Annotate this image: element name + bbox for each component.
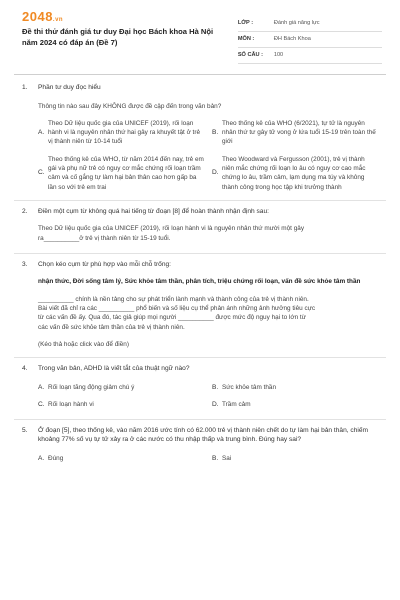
option-text: Sai	[222, 455, 232, 462]
drag-hint: (Kéo thả hoặc click vào để điền)	[38, 340, 129, 348]
option-letter: C.	[38, 401, 45, 409]
option-b[interactable]	[212, 119, 378, 147]
question-prompt: Trong văn bản, ADHD là viết tắt của thuật ngữ nào?	[38, 365, 190, 373]
logo-tld: .vn	[52, 17, 64, 23]
meta-label: LỚP :	[237, 20, 254, 27]
page-title: Đề thi thử đánh giá tư duy Đại học Bách khoa Hà Nội năm 2024 có đáp án (Đề 7)	[22, 27, 214, 47]
question-heading	[22, 426, 378, 445]
fill-text-before: ra	[38, 234, 44, 242]
question-2	[0, 201, 400, 243]
question-prompt: Ở đoạn [5], theo thống kê, vào năm 2016 ước tính có 62.000 trẻ vị thành niên chết do tự làm hại bản thân, chiếm khoảng 77% số vụ tự tử xảy ra ở các nước có thu nhập thấp và trung bình. Đúng hay sai?	[38, 426, 369, 444]
question-body	[22, 277, 378, 349]
drag-text: Bài viết đã chỉ ra các	[38, 305, 97, 313]
exam-meta	[238, 16, 382, 74]
meta-row-class	[238, 16, 382, 32]
option-letter: B.	[212, 454, 219, 462]
drag-blank[interactable]: __________	[178, 314, 214, 322]
option-a[interactable]	[38, 454, 204, 464]
question-section-title: Phần tư duy đọc hiểu	[38, 84, 101, 91]
question-5	[0, 420, 400, 464]
option-letter: D.	[212, 169, 219, 177]
document-header	[0, 0, 400, 74]
question-number: 1.	[22, 84, 28, 91]
question-body	[22, 383, 378, 410]
meta-row-count	[238, 48, 382, 64]
meta-label: SỐ CÂU :	[237, 52, 263, 59]
option-d[interactable]	[212, 155, 378, 192]
option-grid	[38, 383, 378, 410]
drag-text: từ các vấn đề ấy. Qua đó, tác giả giúp mọi người	[38, 314, 177, 322]
option-text: Theo Dữ liệu quốc gia của UNICEF (2019), rối loạn hành vi là nguyên nhân thứ hai gây ra khuyết tật ở trẻ vị thành niên từ 10-14 tuổi	[48, 119, 200, 146]
fill-line	[38, 234, 378, 243]
option-text: Sức khỏe tâm thần	[222, 383, 277, 391]
question-prompt: Chọn kéo cụm từ phù hợp vào mỗi chỗ trống:	[38, 260, 171, 268]
option-text: Theo Woodward và Fergusson (2001), trẻ vị thành niên mắc chứng rối loạn lo âu có nguy cơ cao mắc chứng lo âu, trầm cảm, lạm dụng ma túy và không thành công trong học tập khi trưởng thành	[222, 155, 366, 191]
option-text: Theo thống kê của WHO, từ năm 2014 đến nay, trẻ em gái và phụ nữ trẻ có nguy cơ mắc chứng rối loạn trầm cảm và cố gắng tự làm hại bản thân cao hơn gấp ba lần so với trẻ em trai	[48, 155, 204, 191]
drag-text: chính là nền tảng cho sự phát triển lành mạnh và thành công của trẻ vị thành niên.	[75, 295, 309, 303]
question-prompt: Điền một cụm từ không quá hai tiếng từ đoạn [8] để hoàn thành nhận định sau:	[38, 207, 269, 215]
option-text: Theo thống kê của WHO (6/2021), tự tử là nguyên nhân thứ tư gây tử vong ở lứa tuổi 15-19 trên toàn thế giới	[222, 119, 376, 146]
meta-row-subject	[238, 32, 382, 48]
question-number: 5.	[22, 426, 28, 434]
question-3	[0, 254, 400, 349]
option-a[interactable]	[38, 119, 204, 147]
meta-value: ĐH Bách Khoa	[273, 36, 311, 43]
question-heading	[22, 207, 378, 217]
logo-main: 2048	[22, 9, 53, 24]
option-grid	[38, 454, 378, 464]
option-c[interactable]	[38, 400, 204, 410]
option-b[interactable]	[212, 454, 378, 464]
option-text: Rối loạn tăng động giảm chú ý	[48, 383, 135, 391]
question-body	[22, 454, 378, 464]
option-a[interactable]	[38, 383, 204, 393]
option-b[interactable]	[212, 383, 378, 393]
drag-text: phổ biến và số liệu cụ thể phản ánh những ảnh hưởng tiêu cực	[136, 305, 316, 313]
site-logo[interactable]	[22, 10, 224, 23]
option-d[interactable]	[212, 400, 378, 410]
question-heading	[22, 260, 378, 270]
drag-line	[38, 295, 378, 304]
option-text: Trầm cảm	[222, 401, 251, 409]
question-heading	[22, 83, 378, 93]
question-text: Theo Dữ liệu quốc gia của UNICEF (2019), rối loạn hành vi là nguyên nhân thứ mười một gây	[38, 225, 305, 233]
question-body	[22, 224, 378, 243]
drag-line: các vấn đề sức khỏe tâm thần của trẻ vị thành niên.	[38, 323, 185, 331]
drag-line	[38, 304, 378, 313]
question-prompt: Thông tin nào sau đây KHÔNG được đề cập đến trong văn bản?	[38, 102, 222, 110]
option-letter: A.	[38, 454, 45, 462]
option-letter: B.	[212, 383, 219, 391]
question-number: 4.	[22, 365, 28, 373]
word-bank[interactable]: nhận thức, Đời sống tâm lý, Sức khỏe tâm thần, phân tích, triệu chứng rối loạn, vấn đề sức khỏe tâm thần	[38, 278, 361, 286]
question-number: 3.	[22, 260, 28, 268]
option-grid	[38, 119, 378, 192]
question-heading	[22, 364, 378, 374]
drag-blank[interactable]: __________	[38, 295, 74, 303]
drag-fill-paragraph	[38, 295, 378, 332]
drag-text: được mức độ nguy hại to lớn từ	[215, 314, 306, 322]
option-c[interactable]	[38, 155, 204, 192]
meta-value: Đánh giá năng lực	[273, 20, 320, 27]
option-text: Đúng	[48, 455, 64, 462]
meta-value: 100	[273, 52, 284, 59]
option-letter: A.	[38, 383, 45, 391]
drag-line	[38, 313, 378, 322]
header-left	[22, 10, 224, 74]
question-number: 2.	[22, 207, 28, 215]
fill-blank[interactable]: __________	[43, 234, 80, 242]
option-text: Rối loạn hành vi	[48, 401, 94, 409]
question-body	[22, 102, 378, 192]
option-letter: C.	[38, 169, 45, 177]
option-letter: D.	[212, 401, 219, 409]
fill-text-after: ở trẻ vị thành niên từ 15-19 tuổi.	[79, 234, 171, 242]
drag-blank[interactable]: __________	[98, 305, 135, 313]
question-4	[0, 358, 400, 410]
option-letter: B.	[212, 128, 219, 136]
question-1	[0, 75, 400, 192]
option-letter: A.	[38, 128, 45, 136]
meta-label: MÔN :	[237, 36, 255, 43]
